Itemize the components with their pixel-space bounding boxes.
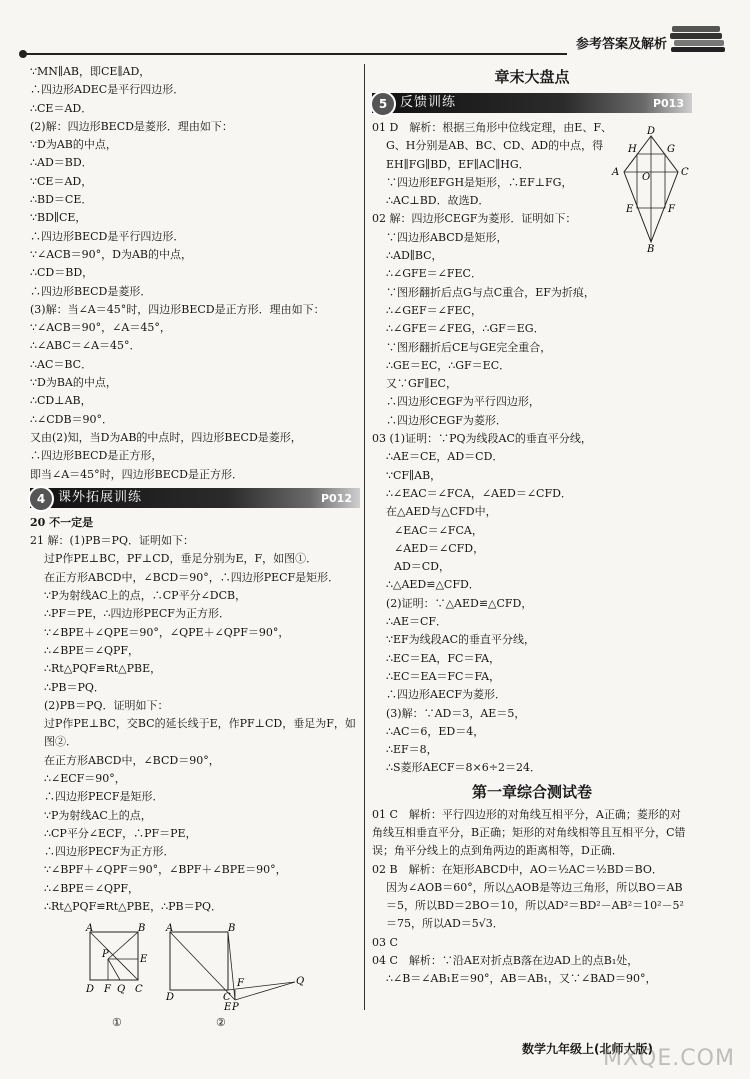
text-line: 03 (1)证明：∵PQ为线段AC的垂直平分线， <box>372 432 592 446</box>
header-rule <box>22 53 567 55</box>
text-line: ∴四边形BECD是平行四边形． <box>30 229 185 243</box>
text-line: ∴∠GFE＝∠FEG，∴GF＝EG． <box>386 322 545 336</box>
text-line: 又由(2)知，当D为AB的中点时，四边形BECD是菱形， <box>30 430 302 444</box>
text-line: ∴AD∥BC， <box>386 249 443 263</box>
svg-text:C: C <box>135 984 143 995</box>
text-line: ∴EF＝8， <box>386 743 438 757</box>
text-line: (2)证明：∵△AED≌△CFD， <box>386 596 533 610</box>
text-line: ∵四边形EFGH是矩形，∴EF⊥FG， <box>386 175 573 189</box>
section-number: 5 <box>370 91 396 117</box>
header-title: 参考答案及解析 <box>576 37 668 52</box>
text-line: ∴四边形CEGF为平行四边形， <box>386 395 540 409</box>
text-line: ∵CF∥AB， <box>386 468 442 482</box>
text-line: 01 D 解析：根据三角形中位线定理，由E、F、 <box>372 121 612 134</box>
text-line: ∴∠GFE＝∠FEC． <box>386 267 482 281</box>
section-number: 4 <box>28 486 54 512</box>
text-line: ∴四边形AECF为菱形． <box>386 688 507 702</box>
text-line: ∴∠ABC＝∠A＝45°． <box>30 339 141 353</box>
svg-text:A: A <box>166 923 174 934</box>
text-line: ∴PF＝PE，∴四边形PECF为正方形． <box>44 607 230 621</box>
text-line: 在正方形ABCD中，∠BCD＝90°， <box>44 753 220 767</box>
svg-text:D: D <box>166 992 175 1003</box>
text-line: ∠AED＝∠CFD， <box>394 541 485 555</box>
text-line: ∠EAC＝∠FCA， <box>394 523 483 537</box>
text-line: (2)PB＝PQ．证明如下： <box>44 698 169 712</box>
text-line: ∵∠BPF＋∠QPF＝90°，∠BPF＋∠BPE＝90°， <box>44 863 287 877</box>
svg-text:P: P <box>102 949 109 960</box>
page-code: P013 <box>652 97 684 110</box>
text-line: ∴AE＝CE，AD＝CD． <box>386 450 504 464</box>
text-line: ∴∠BPE＝∠QPF， <box>44 881 139 895</box>
text-line: 04 C 解析：∵沿AE对折点B落在边AD上的点B₁处， <box>372 954 639 968</box>
text-line: ∵图形翻折后点G与点C重合，EF为折痕， <box>386 285 595 299</box>
column-divider <box>364 64 365 1010</box>
text-line: ∵EF为线段AC的垂直平分线， <box>386 633 536 647</box>
watermark-text: MXQE.COM <box>603 1046 735 1071</box>
kite-label: C <box>681 167 689 178</box>
page-code: P012 <box>320 491 352 505</box>
kite-label: A <box>612 167 620 178</box>
text-line: ∵图形翻折后CE与GE完全重合， <box>386 340 552 354</box>
kite-label: F <box>668 204 675 215</box>
text-line: 又∵GF∥EC， <box>386 377 457 391</box>
left-column <box>30 63 360 916</box>
text-line: G、H分别是AB、BC、CD、AD的中点，得 <box>386 139 604 153</box>
text-line: ∴CD＝BD， <box>30 266 94 280</box>
section-heading: 章末大盘点 <box>494 68 570 86</box>
text-line: ∵∠BPE＋∠QPE＝90°，∠QPE＋∠QPF＝90°， <box>44 625 290 639</box>
text-line: ∵CE＝AD， <box>30 174 93 188</box>
text-line: ∵∠ACB＝90°，∠A＝45°， <box>30 321 171 335</box>
text-line: 02 解：四边形CEGF为菱形．证明如下： <box>372 212 577 226</box>
text-line: ∴四边形PECF是矩形． <box>44 790 164 804</box>
text-line: ∴AC⊥BD．故选D． <box>386 194 490 208</box>
kite-label: H <box>628 144 637 155</box>
svg-text:E: E <box>224 1002 232 1013</box>
text-line: ∴△AED≌△CFD． <box>386 578 480 592</box>
kite-label: O <box>642 172 651 183</box>
text-line: ∵P为射线AC上的点， <box>44 808 152 822</box>
svg-text:C: C <box>223 992 231 1003</box>
text-line: ∴BD＝CE． <box>30 193 93 207</box>
section-heading: 第一章综合测试卷 <box>471 782 592 801</box>
figure-label: ② <box>216 1016 226 1029</box>
svg-text:P: P <box>232 1002 239 1013</box>
figure-label: ① <box>112 1016 122 1029</box>
text-line: ∴CE＝AD． <box>30 101 93 115</box>
text-line: ∴四边形BECD是菱形． <box>30 284 152 298</box>
kite-figure <box>606 124 696 254</box>
text-line: ∴CD⊥AB， <box>30 394 92 408</box>
text-line: EH∥FG∥BD，EF∥AC∥HG． <box>386 157 530 171</box>
text-line: (3)解：∵AD＝3，AE＝5， <box>386 706 526 720</box>
text-line: 02 B 解析：在矩形ABCD中，AO＝½AC＝½BD＝BO． <box>372 862 663 876</box>
svg-text:E: E <box>140 954 148 965</box>
text-line: ∴∠CDB＝90°． <box>30 412 114 426</box>
text-line: ∴四边形CEGF为菱形． <box>386 413 507 427</box>
text-line: ∴∠BPE＝∠QPF， <box>44 643 139 657</box>
text-line: ∵D为BA的中点， <box>30 376 117 390</box>
page-footer: 数学九年级上(北师大版) <box>522 1042 653 1056</box>
text-line: ∴AD＝BD． <box>30 156 93 170</box>
svg-text:B: B <box>228 923 236 934</box>
text-line: ∴PB＝PQ． <box>44 680 105 694</box>
text-line: (3)解：当∠A＝45°时，四边形BECD是正方形．理由如下： <box>30 302 325 316</box>
svg-text:A: A <box>86 923 94 934</box>
text-line: ∴GE＝EC，∴GF＝EC． <box>386 358 511 372</box>
text-line: 01 C 解析：平行四边形的对角线互相平分，A正确；菱形的对角线互相垂直平分，B正确；矩形的对角线相等且互相平分，C错误；角平分线上的点到角两边的距离相等，D正确． <box>372 807 686 858</box>
text-line: ∴四边形PECF为正方形． <box>44 845 175 859</box>
text-line: ∵BD∥CE， <box>30 211 87 225</box>
text-line: (2)解：四边形BECD是菱形．理由如下： <box>30 119 233 133</box>
text-line: ∵四边形ABCD是矩形， <box>386 230 508 244</box>
svg-text:D: D <box>86 984 95 995</box>
text-line: 在△AED与△CFD中， <box>386 505 497 519</box>
section-title: 反馈训练 <box>400 95 457 110</box>
text-line: ∵P为射线AC上的点，∴CP平分∠DCB， <box>44 589 247 603</box>
kite-label: E <box>626 204 634 215</box>
text-line: ∴S菱形AECF＝8×6÷2＝24． <box>386 761 541 775</box>
text-line: 因为∠AOB＝60°，所以△AOB是等边三角形，所以BO＝AB＝5，所以BD＝2BO＝10，所以AD²＝BD²－AB²＝10²－5²＝75，所以AD＝5√3． <box>386 880 684 931</box>
section-banner-extension <box>30 488 360 508</box>
text-line: ∵MN∥AB，即CE∥AD， <box>30 65 151 78</box>
text-line: ∴EC＝EA，FC＝FA， <box>386 651 501 665</box>
text-line: ∴CP平分∠ECF，∴PF＝PE， <box>44 826 197 840</box>
text-line: ∴Rt△PQF≌Rt△PBE， <box>44 662 162 676</box>
text-line: ∴EC＝EA＝FC＝FA， <box>386 669 501 683</box>
square-figures <box>80 922 320 1022</box>
books-icon <box>668 22 728 54</box>
text-line: AD＝CD， <box>394 560 450 574</box>
text-line: 即当∠A＝45°时，四边形BECD是正方形． <box>30 467 244 481</box>
text-line: 过P作PE⊥BC，交BC的延长线于E，作PF⊥CD，垂足为F，如图②． <box>44 717 356 749</box>
text-line: ∴Rt△PQF≌Rt△PBE，∴PB＝PQ． <box>44 900 223 914</box>
text-line: ∴AC＝6，ED＝4， <box>386 724 485 738</box>
svg-text:Q: Q <box>296 976 305 987</box>
svg-text:F: F <box>104 984 111 995</box>
section-title: 课外拓展训练 <box>58 489 143 505</box>
text-line: 03 C <box>372 935 398 949</box>
kite-label: D <box>647 126 656 137</box>
svg-text:B: B <box>138 923 146 934</box>
svg-text:Q: Q <box>117 984 126 995</box>
kite-label: G <box>667 144 675 155</box>
text-line: ∵D为AB的中点， <box>30 138 117 152</box>
text-line: ∴∠ECF＝90°， <box>44 771 126 785</box>
section-banner-feedback <box>372 93 692 113</box>
text-line: ∴∠EAC＝∠FCA，∠AED＝∠CFD． <box>386 486 572 500</box>
text-line: ∴AE＝CF． <box>386 615 448 629</box>
text-line: ∴∠GEF＝∠FEC， <box>386 303 482 317</box>
text-line: ∴四边形ADEC是平行四边形． <box>30 83 185 97</box>
text-line: ∵∠ACB＝90°，D为AB的中点， <box>30 247 193 261</box>
text-line: 过P作PE⊥BC，PF⊥CD，垂足分别为E，F，如图①． <box>44 552 318 566</box>
text-line: ∴∠B＝∠AB₁E＝90°，AB＝AB₁，又∵∠BAD＝90°， <box>386 972 657 986</box>
text-line: ∴AC＝BC． <box>30 357 93 371</box>
text-line: 在正方形ABCD中，∠BCD＝90°，∴四边形PECF是矩形． <box>44 570 340 584</box>
text-line: ∴四边形BECD是正方形， <box>30 449 163 463</box>
kite-label: B <box>647 244 655 254</box>
answer-number: 20 不一定是 <box>30 515 94 529</box>
svg-text:F: F <box>237 978 244 989</box>
text-line: 21 解：(1)PB＝PQ．证明如下： <box>30 534 194 548</box>
